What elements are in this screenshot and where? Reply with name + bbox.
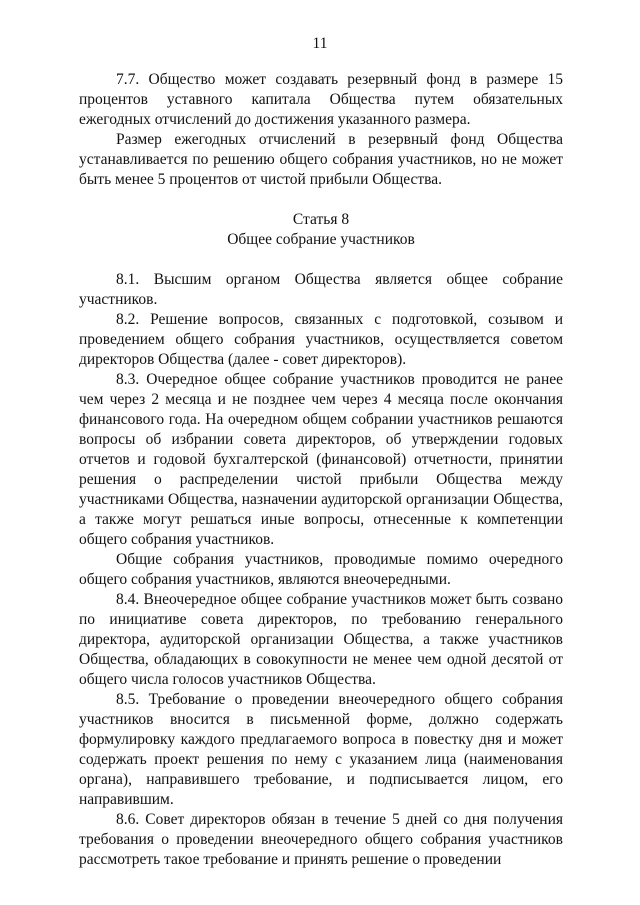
document-body (79, 70, 563, 870)
article-heading (79, 210, 563, 250)
page-number: 11 (312, 35, 328, 52)
paragraph-8-4: 8.4. Внеочередное общее собрание участников может быть созвано по инициативе совета директоров, по требованию генерального директора, аудиторской организации Общества, а также участников Общества, обладающих в совокупности не менее чем одной десятой от общего числа голосов участников Общества. (79, 591, 563, 688)
paragraph-8-2: 8.2. Решение вопросов, связанных с подготовкой, созывом и проведением общего собрания участников, осуществляется советом директоров Общества (далее - совет директоров). (79, 311, 563, 368)
article-number: Статья 8 (292, 211, 350, 228)
paragraph-extraordinary-meetings: Общие собрания участников, проводимые помимо очередного общего собрания участников, являются внеочередными. (79, 551, 563, 588)
article-title: Общее собрание участников (227, 231, 415, 248)
paragraph-7-7: 7.7. Общество может создавать резервный фонд в размере 15 процентов уставного капитала Общества путем обязательных ежегодных отчислений до достижения указанного размера. (79, 71, 563, 128)
paragraph-reserve-fund: Размер ежегодных отчислений в резервный фонд Общества устанавливается по решению общего собрания участников, но не может быть менее 5 процентов от чистой прибыли Общества. (79, 131, 563, 188)
paragraph-8-5: 8.5. Требование о проведении внеочередного общего собрания участников вносится в письменной форме, должно содержать формулировку каждого предлагаемого вопроса в повестку дня и может содержать проект решения по нему с указанием лица (наименования органа), направившего требование, и подписывается лицом, его направившим. (79, 691, 563, 808)
paragraph-8-6: 8.6. Совет директоров обязан в течение 5 дней со дня получения требования о проведении внеочередного общего собрания участников рассмотреть такое требование и принять решение о проведении (79, 811, 563, 868)
paragraph-8-1: 8.1. Высшим органом Общества является общее собрание участников. (79, 271, 563, 308)
paragraph-8-3: 8.3. Очередное общее собрание участников проводится не ранее чем через 2 месяца и не позднее чем через 4 месяца после окончания финансового года. На очередном общем собрании участников решаются вопросы об избрании совета директоров, об утверждении годовых отчетов и годовой бухгалтерской (финансовой) отчетности, принятии решения о распределении чистой прибыли Общества между участниками Общества, назначении аудиторской организации Общества, а также могут решаться иные вопросы, отнесенные к компетенции общего собрания участников. (79, 371, 563, 548)
